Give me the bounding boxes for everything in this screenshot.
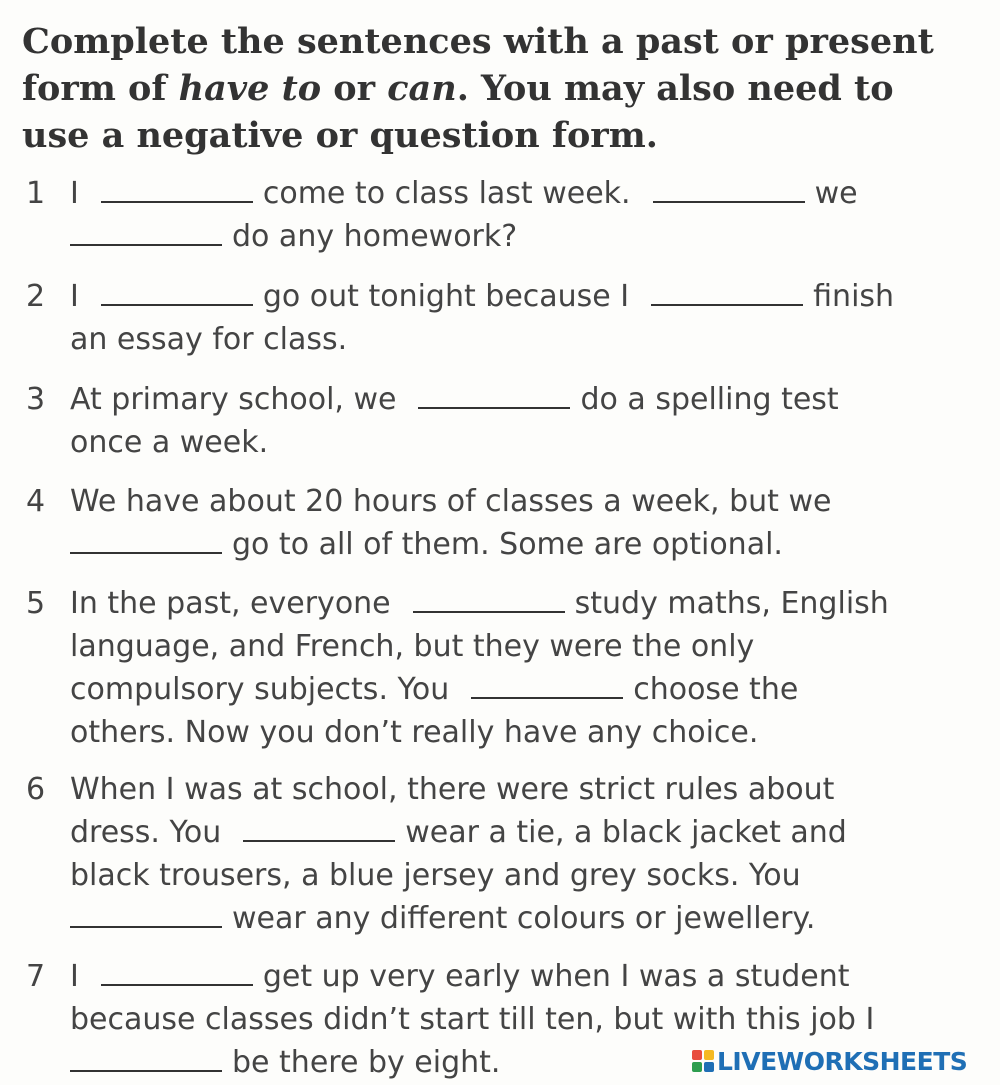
sentence-text: come to class last week. (262, 176, 631, 211)
have-to-text: have to (178, 68, 322, 109)
instructions (22, 18, 972, 159)
logo-square-4 (704, 1062, 714, 1072)
item-line (70, 421, 268, 465)
answer-blank[interactable] (471, 673, 623, 699)
item-line (70, 215, 517, 259)
logo-text: LIVEWORKSHEETS (717, 1046, 968, 1076)
answer-blank[interactable] (651, 280, 803, 306)
item-number: 2 (26, 279, 46, 314)
sentence-text: choose the (633, 672, 799, 707)
item-number: 5 (26, 586, 46, 621)
sentence-text: be there by eight. (232, 1045, 501, 1080)
answer-blank[interactable] (70, 902, 222, 928)
answer-blank[interactable] (101, 177, 253, 203)
or-text: or (321, 68, 388, 109)
sentence-text: language, and French, but they were the only (70, 629, 755, 664)
sentence-text: In the past, everyone (70, 586, 391, 621)
sentence-text: dress. You (70, 815, 222, 850)
logo-square-3 (692, 1062, 702, 1072)
item-number: 6 (26, 772, 46, 807)
sentence-text: study maths, English (574, 586, 889, 621)
item-line (70, 711, 758, 755)
item-line (70, 318, 347, 362)
sentence-text: do a spelling test (580, 382, 839, 417)
sentence-text: At primary school, we (70, 382, 397, 417)
sentence-text: compulsory subjects. You (70, 672, 450, 707)
sentence-text: wear a tie, a black jacket and (405, 815, 847, 850)
item-line (70, 768, 834, 812)
sentence-text: We have about 20 hours of classes a week, but we (70, 484, 832, 519)
item-line (70, 625, 754, 669)
answer-blank[interactable] (243, 816, 395, 842)
sentence-text: because classes didn’t start till ten, but with this job I (70, 1002, 875, 1037)
sentence-text: do any homework? (232, 219, 518, 254)
item-line (70, 897, 815, 941)
item-line (70, 668, 798, 712)
item-line (70, 582, 889, 626)
sentence-text: I (70, 279, 79, 314)
item-line (70, 811, 847, 855)
item-line (70, 998, 874, 1042)
sentence-text: When I was at school, there were strict rules about (70, 772, 835, 807)
item-line (70, 172, 858, 216)
instructions-part1: Complete the sentences with a past or present form of (22, 21, 934, 109)
item-line (70, 275, 894, 319)
sentence-text: others. Now you don’t really have any choice. (70, 715, 759, 750)
item-line (70, 378, 839, 422)
sentence-text: go to all of them. Some are optional. (232, 527, 783, 562)
sentence-text: once a week. (70, 425, 269, 460)
item-line (70, 955, 850, 999)
answer-blank[interactable] (70, 528, 222, 554)
sentence-text: an essay for class. (70, 322, 348, 357)
logo-mark-icon (692, 1050, 714, 1072)
answer-blank[interactable] (653, 177, 805, 203)
logo-square-1 (692, 1050, 702, 1060)
answer-blank[interactable] (418, 383, 570, 409)
liveworksheets-logo (692, 1046, 967, 1076)
logo-square-2 (704, 1050, 714, 1060)
can-text: can (387, 68, 457, 109)
sentence-text: finish (813, 279, 895, 314)
item-line (70, 854, 801, 898)
answer-blank[interactable] (70, 220, 222, 246)
answer-blank[interactable] (70, 1046, 222, 1072)
sentence-text: go out tonight because I (262, 279, 630, 314)
sentence-text: I (70, 176, 79, 211)
item-number: 1 (26, 176, 46, 211)
sentence-text: I (70, 959, 79, 994)
item-number: 7 (26, 959, 46, 994)
item-line (70, 523, 783, 567)
sentence-text: wear any different colours or jewellery. (232, 901, 816, 936)
instructions-part2: . You may also need to use a negative or question form. (22, 68, 894, 156)
sentence-text: get up very early when I was a student (262, 959, 850, 994)
item-line (70, 1041, 500, 1085)
item-number: 4 (26, 484, 46, 519)
sentence-text: we (814, 176, 858, 211)
answer-blank[interactable] (101, 960, 253, 986)
answer-blank[interactable] (101, 280, 253, 306)
answer-blank[interactable] (413, 587, 565, 613)
sentence-text: black trousers, a blue jersey and grey socks. You (70, 858, 801, 893)
item-line (70, 480, 831, 524)
item-number: 3 (26, 382, 46, 417)
